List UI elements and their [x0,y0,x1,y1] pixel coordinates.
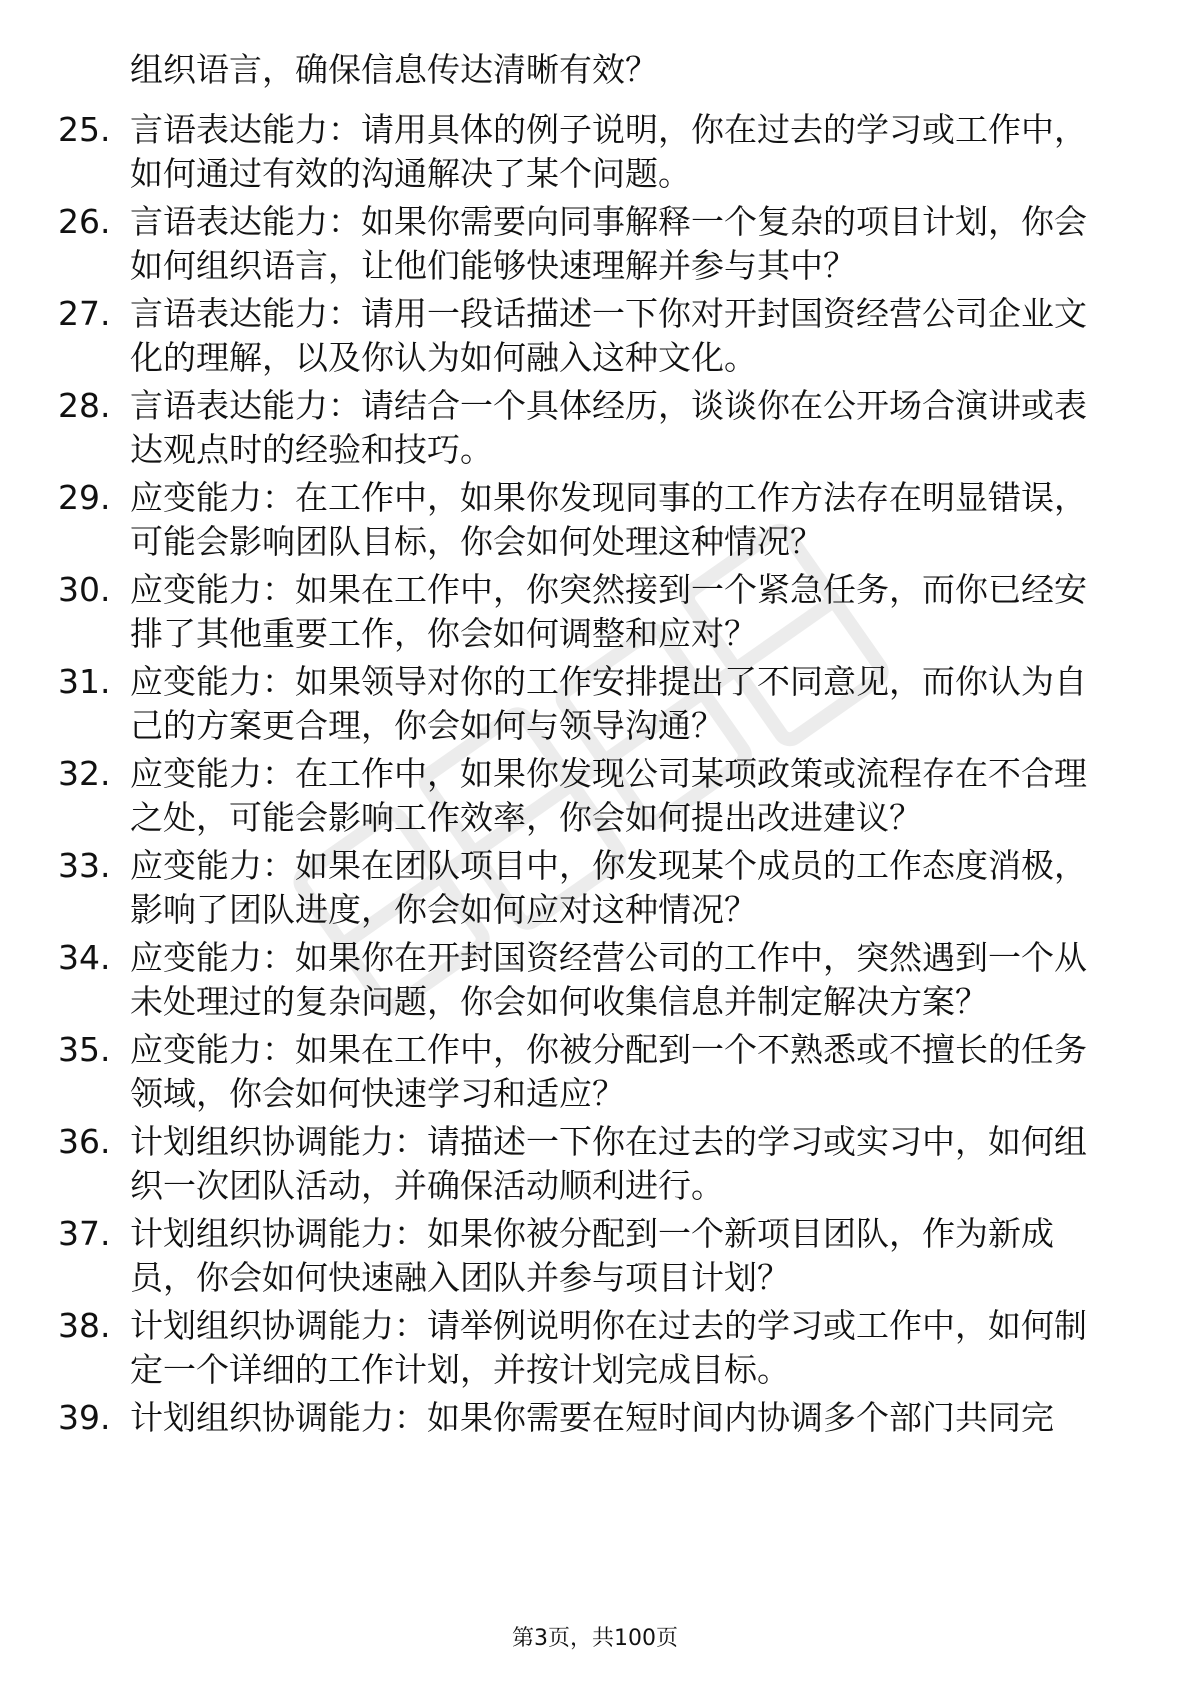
list-item [0,844,1190,940]
question-number: 38. [58,1306,111,1345]
question-text: 应变能力：在工作中，如果你发现公司某项政策或流程存在不合理之处，可能会影响工作效率，你会如何提出改进建议？ [130,754,1087,837]
question-number: 25. [58,110,111,149]
list-item [0,1120,1190,1216]
question-text: 计划组织协调能力：如果你被分配到一个新项目团队，作为新成员，你会如何快速融入团队并参与项目计划？ [130,1214,1054,1297]
list-item [0,660,1190,756]
question-text: 应变能力：如果在工作中，你突然接到一个紧急任务，而你已经安排了其他重要工作，你会如何调整和应对？ [130,570,1087,653]
question-number: 26. [58,202,111,241]
list-item [0,292,1190,388]
question-number: 35. [58,1030,111,1069]
page-footer: 第3页，共100页 [512,1626,678,1651]
list-item [0,1396,1190,1444]
question-text: 计划组织协调能力：请描述一下你在过去的学习或实习中，如何组织一次团队活动，并确保活动顺利进行。 [130,1122,1087,1205]
question-text: 应变能力：如果领导对你的工作安排提出了不同意见，而你认为自己的方案更合理，你会如何与领导沟通？ [130,662,1087,745]
question-text: 言语表达能力：请用一段话描述一下你对开封国资经营公司企业文化的理解，以及你认为如何融入这种文化。 [130,294,1087,377]
list-item [0,568,1190,664]
list-item [0,752,1190,848]
question-text: 言语表达能力：请用具体的例子说明，你在过去的学习或工作中，如何通过有效的沟通解决了某个问题。 [130,110,1087,193]
list-item [0,384,1190,480]
question-text: 计划组织协调能力：请举例说明你在过去的学习或工作中，如何制定一个详细的工作计划，并按计划完成目标。 [130,1306,1087,1389]
question-text: 言语表达能力：请结合一个具体经历，谈谈你在公开场合演讲或表达观点时的经验和技巧。 [130,386,1087,469]
list-item [0,108,1190,204]
continuation-text: 组织语言，确保信息传达清晰有效？ [130,50,658,89]
list-item [0,1212,1190,1308]
list-item [0,1304,1190,1400]
question-text: 应变能力：如果在团队项目中，你发现某个成员的工作态度消极，影响了团队进度，你会如何应对这种情况？ [130,846,1087,929]
question-number: 28. [58,386,111,425]
question-number: 34. [58,938,111,977]
list-item [0,476,1190,572]
question-text: 言语表达能力：如果你需要向同事解释一个复杂的项目计划，你会如何组织语言，让他们能够快速理解并参与其中？ [130,202,1087,285]
list-item [0,1028,1190,1124]
question-text: 计划组织协调能力：如果你需要在短时间内协调多个部门共同完 [130,1398,1054,1437]
question-number: 31. [58,662,111,701]
question-number: 29. [58,478,111,517]
list-item [0,936,1190,1032]
question-number: 36. [58,1122,111,1161]
question-text: 应变能力：在工作中，如果你发现同事的工作方法存在明显错误，可能会影响团队目标，你会如何处理这种情况？ [130,478,1087,561]
question-number: 27. [58,294,111,333]
list-item [0,200,1190,296]
question-text: 应变能力：如果在工作中，你被分配到一个不熟悉或不擅长的任务领域，你会如何快速学习和适应？ [130,1030,1087,1113]
question-number: 39. [58,1398,111,1437]
question-number: 30. [58,570,111,609]
question-number: 37. [58,1214,111,1253]
question-number: 32. [58,754,111,793]
question-number: 33. [58,846,111,885]
question-text: 应变能力：如果你在开封国资经营公司的工作中，突然遇到一个从未处理过的复杂问题，你会如何收集信息并制定解决方案？ [130,938,1087,1021]
